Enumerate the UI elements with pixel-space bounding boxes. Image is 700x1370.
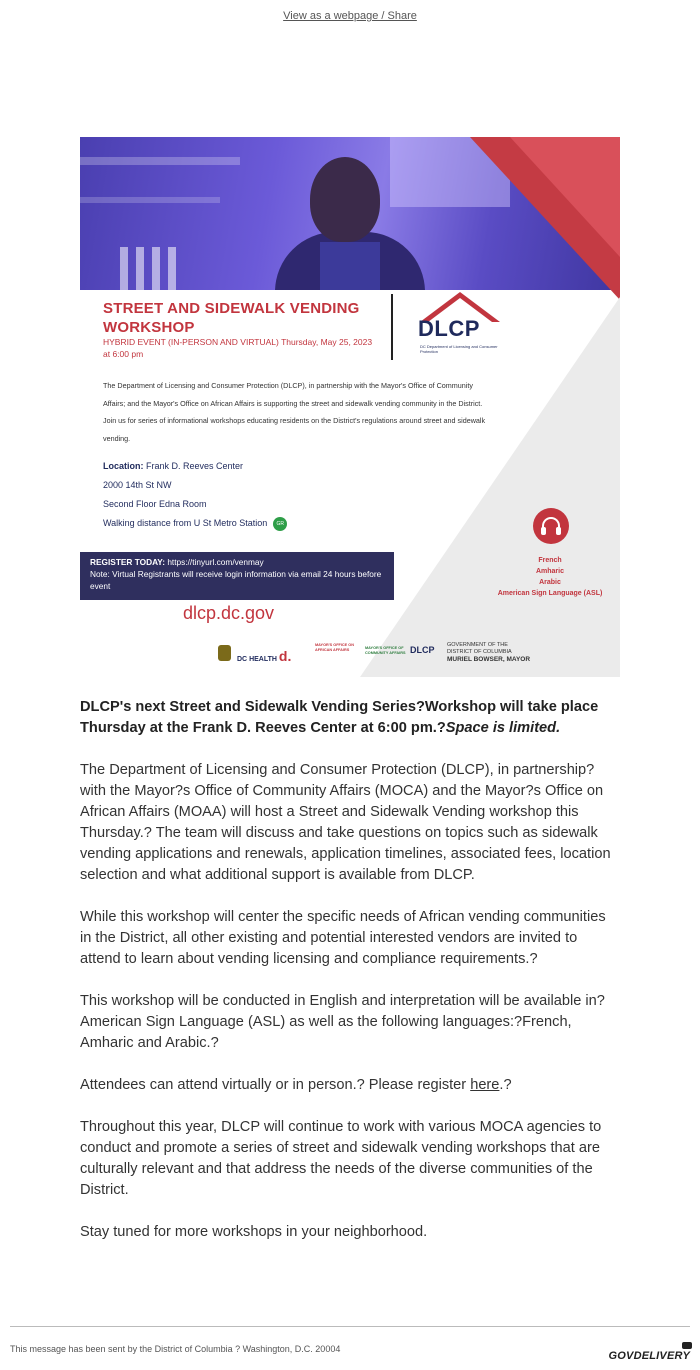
register-note: Note: Virtual Registrants will receive login information via email 24 hours before event [90,569,382,591]
moca-logo: MAYOR'S OFFICE OF COMMUNITY AFFAIRS [365,646,406,655]
photo-person-head [310,157,380,242]
language-item: American Sign Language (ASL) [497,590,603,597]
register-text-suffix: .? [499,1077,512,1093]
footer-divider [10,1326,690,1327]
flyer-title [103,299,373,337]
speech-bubble-icon [682,1342,692,1349]
footer-text: This message has been sent by the District of Columbia ? Washington, D.C. 20004 [10,1344,341,1354]
gov-line: DISTRICT OF COLUMBIA [447,649,512,655]
email-body [80,697,620,1264]
dlcp-small-logo: DLCP [410,645,435,655]
dc-health-word: HEALTH [249,656,277,663]
title-divider [391,294,393,360]
register-paragraph [80,1075,620,1096]
lead-text: DLCP's next Street and Sidewalk Vending Series?Workshop will take place Thursday at the Frank D. Reeves Center at 6:00 pm.? [80,699,599,736]
flyer-subtitle: HYBRID EVENT (IN-PERSON AND VIRTUAL) Thursday, May 25, 2023 at 6:00 pm [103,337,373,359]
photo-shelf [80,157,240,165]
logo-word: DLCP [418,316,480,341]
register-url: https://tinyurl.com/venmay [167,557,264,567]
location-label: Location: [103,461,144,471]
register-banner [80,552,394,600]
address-line: Walking distance from U St Metro Station [103,518,268,528]
gov-line: GOVERNMENT OF THE [447,642,508,648]
location-name: Frank D. Reeves Center [146,461,244,471]
metro-line-icon: GR [273,517,287,531]
dlcp-logo [412,292,512,362]
govdelivery-word: GOVDELIVERY [608,1350,690,1362]
partner-logos [218,639,558,669]
photo-apron [320,242,380,290]
event-flyer-image [80,137,620,677]
language-item: French [538,557,562,564]
view-as-webpage-link[interactable]: View as a webpage / Share [283,10,417,22]
address-line: 2000 14th St NW [103,480,172,490]
body-paragraph: Throughout this year, DLCP will continue to work with various MOCA agencies to conduct and promote a series of street and sidewalk vending workshops that are culturally relevant and that address the needs of the diverse communities of the District. [80,1119,602,1198]
register-text: Attendees can attend virtually or in person.? Please register [80,1077,471,1093]
body-paragraph: This workshop will be conducted in English and interpretation will be available in? American Sign Language (ASL) as well as the following languages:?French, Amharic and Arabic.? [80,993,605,1051]
flyer-intro: The Department of Licensing and Consumer Protection (DLCP), in partnership with the Mayor's Office of Community Affairs; and the Mayor's Office on African Affairs is supporting the street and sidewalk vending community in the District. Join us for series of informational workshops educating residents on the District's regulations around street and sidewalk vending. [103,381,486,443]
lead-emphasis: Space is limited. [445,720,561,736]
flyer-title-line: STREET AND SIDEWALK VENDING [103,300,360,317]
dc-health-d: d. [278,648,292,664]
dc-seal-icon [218,645,231,661]
flyer-website: dlcp.dc.gov [183,603,275,623]
flyer-title-line: WORKSHOP [103,319,195,336]
logo-subtext: DC Department of Licensing and Consumer Protection [420,344,498,354]
red-corner-accent-inner [510,137,620,257]
moaa-logo: MAYOR'S OFFICE ON AFRICAN AFFAIRS [315,643,354,652]
body-paragraph: Stay tuned for more workshops in your neighborhood. [80,1224,428,1240]
dc-government-logo [447,642,557,663]
register-here-link[interactable]: here [470,1077,500,1093]
body-paragraph: The Department of Licensing and Consumer Protection (DLCP), in partnership? with the Mayor?s Office of Community Affairs (MOCA) and the Mayor?s Office on African Affairs (MOAA) will host a Street and Sidewalk Vending workshop this Thursday.? The team will discuss and take questions on topics such as sidewalk vending applications and renewals, application timelines, associated fees, location selection and what additional support is available from DLCP. [80,762,611,883]
lead-paragraph [80,697,620,739]
photo-bottles [120,247,180,290]
register-label: REGISTER TODAY: [90,557,165,567]
govdelivery-logo[interactable] [609,1350,690,1362]
headphones-icon [533,508,569,544]
language-item: Arabic [539,579,561,586]
headphones-cup [556,527,561,535]
body-paragraph: While this workshop will center the specific needs of African vending communities in the District, all other existing and potential interested vendors are invited to attend to learn about vending licensing and compliance requirements.? [80,909,606,967]
gov-mayor: MURIEL BOWSER, MAYOR [447,656,531,663]
languages-list [480,555,620,599]
photo-shelf [80,197,220,203]
headphones-cup [541,527,546,535]
address-line: Second Floor Edna Room [103,499,207,509]
flyer-location [103,457,363,533]
dc-health-prefix: DC [237,656,248,663]
language-item: Amharic [535,568,564,575]
dc-health-logo [237,648,291,664]
